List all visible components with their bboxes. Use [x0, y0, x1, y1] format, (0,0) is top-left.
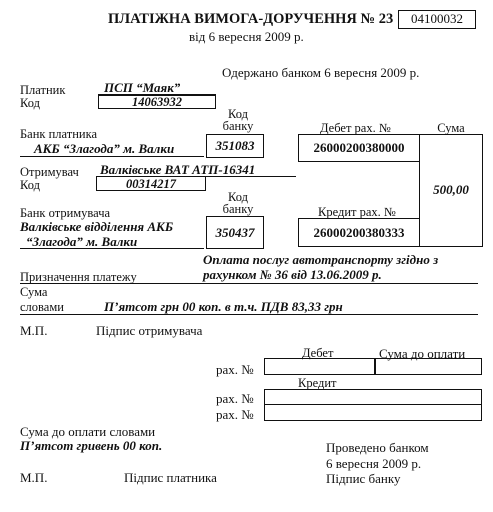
recipient-bank-code: 350437	[215, 225, 255, 240]
recipient-code-box	[96, 176, 206, 191]
processed-line2: 6 вересня 2009 р.	[326, 456, 422, 471]
recipient-bank-label: Банк отримувача	[20, 206, 111, 220]
received-by-bank: Одержано банком 6 вересня 2009 р.	[222, 65, 420, 80]
recipient-bank-code-box	[206, 216, 264, 249]
sum-value: 500,00	[433, 182, 469, 197]
recipient-bank-underline	[20, 248, 204, 249]
form-number: 04100032	[411, 11, 463, 26]
lower-credit-header: Кредит	[298, 376, 337, 390]
recipient-signature-label: Підпис отримувача	[96, 323, 203, 338]
payer-bank-code-box	[206, 134, 264, 158]
lower-sum-header: Сума до оплати	[379, 346, 466, 361]
debit-account-box	[298, 134, 420, 162]
sum-to-pay-field[interactable]	[374, 358, 482, 375]
sum-label: Сума	[437, 121, 465, 135]
credit-label: Кредит рах. №	[318, 205, 396, 219]
stamp-place-1: М.П.	[20, 323, 48, 338]
sum-words-label2: словами	[20, 300, 64, 314]
payer-bank-label: Банк платника	[20, 127, 98, 141]
sum-words-underline	[20, 314, 478, 315]
pay-words-label: Сума до оплати словами	[20, 424, 156, 439]
lower-acc-label-1: рах. №	[216, 362, 254, 377]
form-number-box	[398, 10, 476, 29]
credit-account: 26000200380333	[313, 225, 405, 240]
purpose-label: Призначення платежу	[20, 270, 137, 284]
credit-account-box	[298, 218, 420, 247]
payer-signature-label: Підпис платника	[124, 470, 217, 485]
debit-acc-field[interactable]	[264, 358, 376, 375]
payer-label: Платник	[20, 83, 66, 97]
payer-bank-code-label: Код банку	[222, 107, 254, 133]
purpose-underline	[20, 283, 478, 284]
bank-signature-label: Підпис банку	[326, 471, 401, 486]
payer-name: ПСП “Маяк”	[104, 80, 181, 95]
sum-words-label1: Сума	[20, 285, 48, 299]
payer-bank-code: 351083	[215, 138, 255, 153]
form-date: від 6 вересня 2009 р.	[189, 29, 304, 44]
payer-code-label: Код	[20, 96, 40, 110]
credit-acc-field-1[interactable]	[264, 389, 482, 405]
recipient-bank-name-line1: Валківське відділення АКБ	[20, 219, 174, 234]
recipient-bank-code-label: Код банку	[222, 190, 254, 216]
recipient-name: Валківське ВАТ АТП-16341	[100, 162, 256, 177]
debit-account: 26000200380000	[313, 140, 405, 155]
payer-bank-name: АКБ “Злагода” м. Валки	[34, 141, 175, 156]
form-title: ПЛАТІЖНА ВИМОГА-ДОРУЧЕННЯ № 23	[108, 11, 394, 27]
recipient-bank-name-line2: “Злагода” м. Валки	[26, 234, 138, 249]
processed-line1: Проведено банком	[326, 440, 429, 455]
payer-code-box	[98, 94, 216, 109]
pay-words-text: П’ятсот гривень 00 коп.	[20, 438, 163, 453]
payer-bank-underline	[20, 156, 204, 157]
sum-box	[419, 134, 483, 247]
lower-acc-label-2: рах. №	[216, 391, 254, 406]
lower-acc-label-3: рах. №	[216, 407, 254, 422]
lower-debit-header: Дебет	[302, 346, 334, 360]
payer-code: 14063932	[132, 95, 182, 109]
debit-label: Дебет рах. №	[320, 121, 391, 135]
recipient-code-label: Код	[20, 178, 40, 192]
stamp-place-2: М.П.	[20, 470, 48, 485]
recipient-code: 00314217	[126, 177, 176, 191]
sum-words-text: П’ятсот грн 00 коп. в т.ч. ПДВ 83,33 грн	[104, 299, 343, 314]
credit-acc-field-2[interactable]	[264, 404, 482, 421]
purpose-text-line1: Оплата послуг автотранспорту згідно з	[203, 252, 439, 267]
recipient-label: Отримувач	[20, 165, 79, 179]
purpose-text-line2: рахунком № 36 від 13.06.2009 р.	[203, 267, 382, 282]
